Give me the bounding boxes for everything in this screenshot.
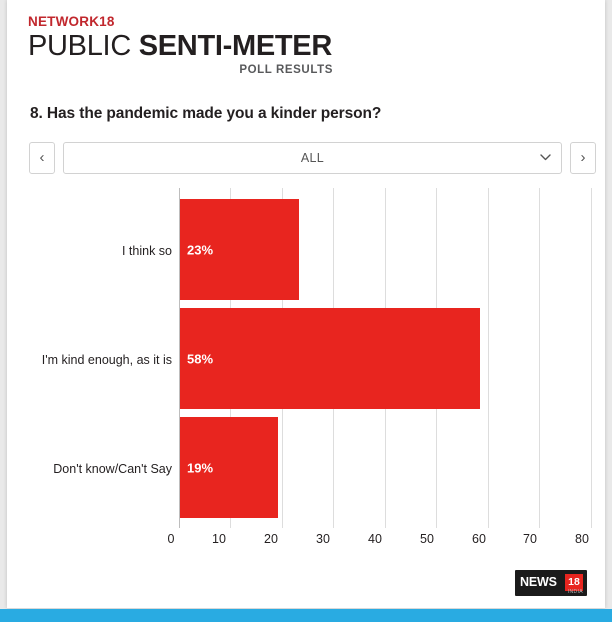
bottom-accent-bar [0,609,612,622]
xtick-40: 40 [368,532,382,546]
page-title [28,30,368,63]
chevron-down-glyph [540,154,551,161]
xtick-60: 60 [472,532,486,546]
page-title-bold: SENTI-METER [138,30,332,62]
bar-value-0: 23% [187,242,214,257]
plot-area [167,188,592,546]
gridline-80 [591,188,592,528]
xtick-20: 20 [264,532,278,546]
segment-select[interactable] [63,142,562,174]
network-label: NETWORK18 [28,14,115,29]
category-label-2: Don't know/Can't Say [53,462,172,476]
poll-card [7,0,605,608]
filter-selector-row [29,142,596,175]
chevron-down-icon [540,143,551,175]
next-question-button[interactable]: › [570,142,596,174]
bar-value-2: 19% [187,460,214,475]
category-label-0: I think so [121,244,172,258]
xtick-10: 10 [212,532,226,546]
brand-header [28,14,368,76]
xtick-70: 70 [523,532,537,546]
gridline-70 [539,188,540,528]
gridline-60 [488,188,489,528]
bar-value-1: 58% [187,351,214,366]
xtick-80: 80 [575,532,589,546]
news18-logo [515,570,587,596]
question-text: 8. Has the pandemic made you a kinder person? [30,105,382,122]
news18-logo-text: NEWS [520,575,557,589]
news18-logo-badge: 18 [565,574,583,591]
category-label-1: I'm kind enough, as it is [41,353,172,367]
bar-1 [180,308,480,409]
prev-question-button[interactable]: ‹ [29,142,55,174]
bar-0 [180,199,299,300]
bar-2 [180,417,278,518]
page-subtitle: POLL RESULTS [239,64,333,76]
news18-logo-sub: INDIA [567,589,583,595]
xtick-30: 30 [316,532,330,546]
xtick-0: 0 [167,532,175,546]
poll-bar-chart [7,188,605,553]
xtick-50: 50 [420,532,434,546]
segment-select-value: ALL [300,151,325,165]
page-title-light: PUBLIC [28,30,139,62]
